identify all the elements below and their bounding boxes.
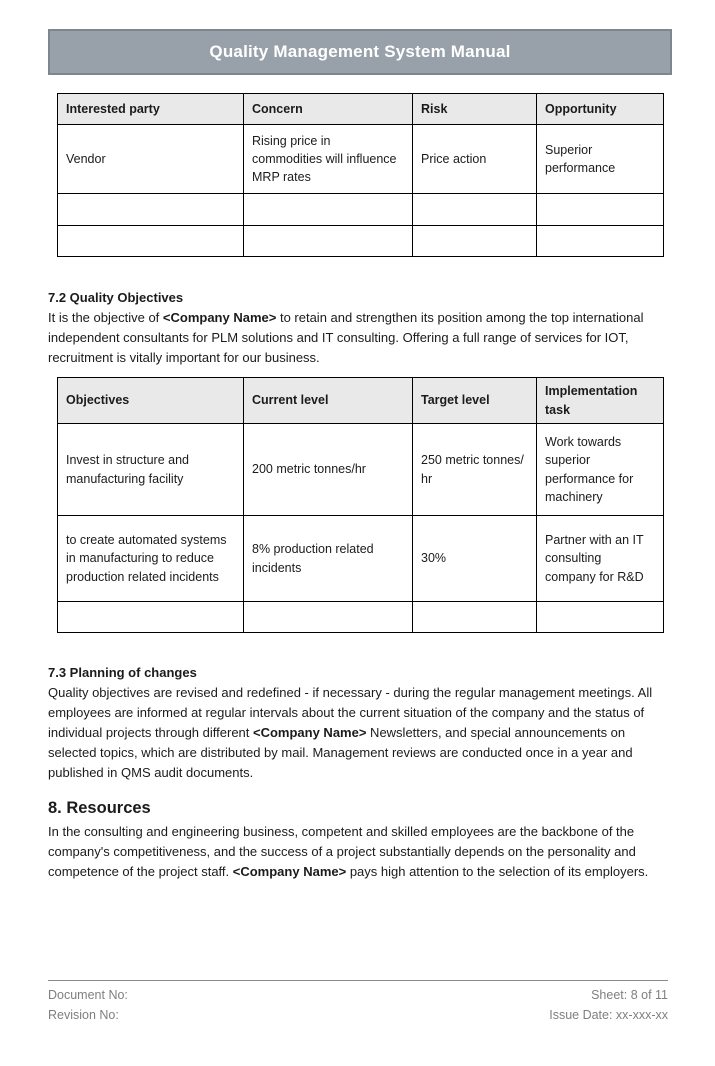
- cell-implementation-task: [537, 602, 664, 633]
- cell-opportunity: [537, 226, 664, 257]
- sheet-number: Sheet: 8 of 11: [591, 988, 668, 1002]
- section-quality-objectives: [48, 288, 671, 368]
- section-heading: 7.2 Quality Objectives: [48, 290, 184, 305]
- cell-current-level: 200 metric tonnes/hr: [244, 424, 413, 516]
- cell-concern: Rising price in commodities will influence MRP rates: [244, 125, 413, 194]
- interested-party-table: [57, 93, 664, 257]
- cell-interested-party: [58, 226, 244, 257]
- cell-implementation-task: Partner with an IT consulting company for R&D: [537, 516, 664, 602]
- cell-objective: [58, 602, 244, 633]
- cell-target-level: [413, 602, 537, 633]
- document-no-label: Document No:: [48, 988, 128, 1002]
- body-text: pays high attention to the selection of its employers.: [346, 864, 649, 879]
- body-text: It is the objective of: [48, 310, 163, 325]
- title-bar: [48, 29, 672, 75]
- table-row: [58, 424, 664, 516]
- page-footer: [48, 980, 668, 1025]
- section-heading: 7.3 Planning of changes: [48, 665, 197, 680]
- company-name-placeholder: <Company Name>: [232, 864, 347, 879]
- cell-risk: Price action: [413, 125, 537, 194]
- document-page: [0, 29, 715, 1066]
- header-concern: Concern: [244, 94, 413, 125]
- body-text: In the consulting and engineering business, competent and skilled employees are the backbone of the company's competitiveness, and the success of a project substantially depends on the personality and competence of the project staff.: [48, 824, 636, 879]
- header-current-level: Current level: [244, 378, 413, 424]
- section-resources: [48, 796, 671, 882]
- objectives-table: [57, 377, 664, 633]
- cell-opportunity: [537, 194, 664, 226]
- table-row: [58, 125, 664, 194]
- header-implementation-task: Implementation task: [537, 378, 664, 424]
- cell-concern: [244, 194, 413, 226]
- section-body: [48, 308, 671, 368]
- footer-right: [549, 985, 668, 1025]
- revision-no-label: Revision No:: [48, 1008, 119, 1022]
- company-name-placeholder: <Company Name>: [253, 725, 367, 740]
- page-title: Quality Management System Manual: [209, 42, 511, 61]
- cell-target-level: 30%: [413, 516, 537, 602]
- header-opportunity: Opportunity: [537, 94, 664, 125]
- company-name-placeholder: <Company Name>: [162, 310, 277, 325]
- cell-interested-party: [58, 194, 244, 226]
- header-risk: Risk: [413, 94, 537, 125]
- header-objectives: Objectives: [58, 378, 244, 424]
- cell-interested-party: Vendor: [58, 125, 244, 194]
- cell-risk: [413, 226, 537, 257]
- body-text: Quality objectives are revised and redefined - if necessary - during the regular management meetings. All employees are informed at regular intervals about the current situation of the company and the status of individual projects through different: [48, 685, 653, 740]
- issue-date: Issue Date: xx-xxx-xx: [549, 1008, 668, 1022]
- footer-left: [48, 985, 128, 1025]
- table-row: [58, 226, 664, 257]
- cell-objective: to create automated systems in manufacturing to reduce production related incidents: [58, 516, 244, 602]
- section-heading: 8. Resources: [48, 799, 151, 817]
- table-header-row: [58, 94, 664, 125]
- section-body: [48, 822, 671, 882]
- header-target-level: Target level: [413, 378, 537, 424]
- cell-risk: [413, 194, 537, 226]
- cell-implementation-task: Work towards superior performance for machinery: [537, 424, 664, 516]
- cell-target-level: 250 metric tonnes/ hr: [413, 424, 537, 516]
- table-row: [58, 516, 664, 602]
- cell-opportunity: Superior performance: [537, 125, 664, 194]
- cell-objective: Invest in structure and manufacturing facility: [58, 424, 244, 516]
- header-interested-party: Interested party: [58, 94, 244, 125]
- cell-current-level: [244, 602, 413, 633]
- table-row: [58, 194, 664, 226]
- table-header-row: [58, 378, 664, 424]
- body-text: Newsletters, and special announcements on selected topics, which are distributed by mail. Management reviews are conducted once in a year and published in QMS audit documents.: [48, 725, 633, 780]
- section-body: [48, 683, 671, 783]
- cell-current-level: 8% production related incidents: [244, 516, 413, 602]
- cell-concern: [244, 226, 413, 257]
- body-text: to retain and strengthen its position among the top international independent consultants for PLM solutions and IT consulting. Offering a full range of services for IOT, recruitment is vitally important for our business.: [48, 310, 644, 365]
- table-row: [58, 602, 664, 633]
- section-planning-of-changes: [48, 663, 671, 783]
